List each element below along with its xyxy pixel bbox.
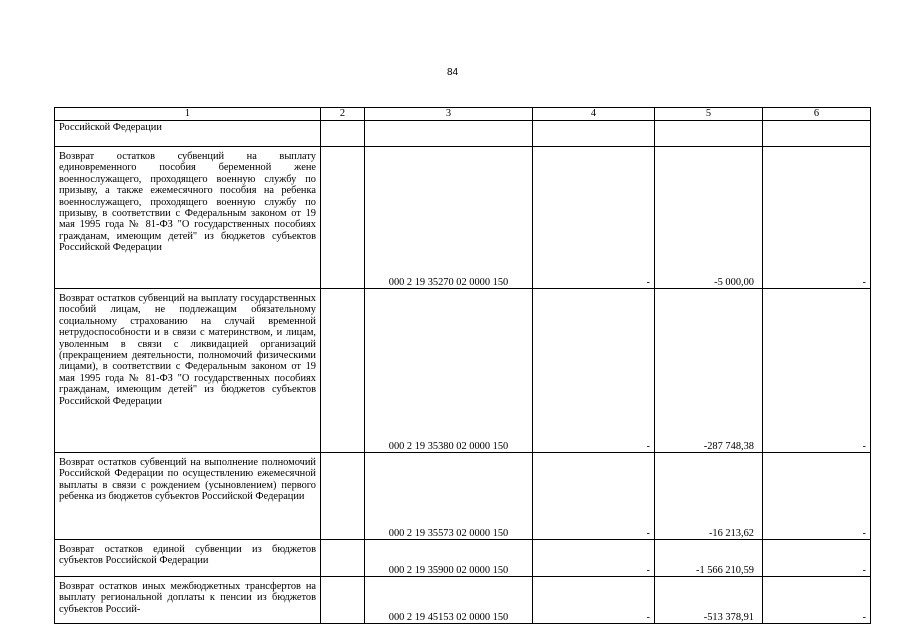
row-col4-cell	[533, 121, 655, 147]
row-amount-cell: -5 000,00	[655, 147, 763, 289]
row-col6-cell: -	[763, 540, 871, 577]
row-col2-cell	[321, 453, 365, 540]
row-description: Возврат остатков иных межбюджетных трансфертов на выплату региональной доплаты к пенсии из бюджетов субъектов Россий-	[55, 577, 321, 624]
row-col4-cell: -	[533, 453, 655, 540]
row-amount-cell	[655, 121, 763, 147]
row-col6-cell: -	[763, 147, 871, 289]
row-col6-cell: -	[763, 289, 871, 453]
column-header-4: 4	[533, 108, 655, 121]
row-amount-cell: -16 213,62	[655, 453, 763, 540]
row-description: Возврат остатков субвенций на выплату единовременного пособия беременной жене военнослужащего, проходящего военную службу по призыву, а также ежемесячного пособия на ребенка военнослужащего, проходящего военную службу по призыву, в соответствии с Федеральным законом от 19 мая 1995 года № 81-ФЗ "О государственных пособиях гражданам, имеющим детей" из бюджетов субъектов Российской Федерации	[55, 147, 321, 289]
row-col4-cell: -	[533, 540, 655, 577]
table-row	[55, 540, 871, 577]
row-col2-cell	[321, 289, 365, 453]
row-col6-cell	[763, 121, 871, 147]
row-code-cell	[365, 121, 533, 147]
row-amount-cell: -513 378,91	[655, 577, 763, 624]
row-amount-cell: -287 748,38	[655, 289, 763, 453]
row-description: Возврат остатков субвенций на выплату государственных пособий лицам, не подлежащим обязательному социальному страхованию на случай временной нетрудоспособности и в связи с материнством, и лицам, уволенным в связи с ликвидацией организаций (прекращением деятельности, полномочий физическими лицами), в соответствии с Федеральным законом от 19 мая 1995 года № 81-ФЗ "О государственных пособиях гражданам, имеющим детей" из бюджетов субъектов Российской Федерации	[55, 289, 321, 453]
row-col4-cell: -	[533, 577, 655, 624]
row-code-cell: 000 2 19 45153 02 0000 150	[365, 577, 533, 624]
budget-table	[54, 107, 871, 624]
table-row	[55, 121, 871, 147]
table-row	[55, 453, 871, 540]
row-col6-cell: -	[763, 577, 871, 624]
row-col2-cell	[321, 147, 365, 289]
table-row	[55, 577, 871, 624]
row-code-cell: 000 2 19 35380 02 0000 150	[365, 289, 533, 453]
table-header-row	[55, 108, 871, 121]
table-row	[55, 147, 871, 289]
row-col4-cell: -	[533, 147, 655, 289]
column-header-2: 2	[321, 108, 365, 121]
column-header-1: 1	[55, 108, 321, 121]
row-description: Российской Федерации	[55, 121, 321, 147]
row-description: Возврат остатков единой субвенции из бюджетов субъектов Российской Федерации	[55, 540, 321, 577]
row-code-cell: 000 2 19 35270 02 0000 150	[365, 147, 533, 289]
column-header-5: 5	[655, 108, 763, 121]
row-col2-cell	[321, 121, 365, 147]
table-row	[55, 289, 871, 453]
row-col6-cell: -	[763, 453, 871, 540]
row-col2-cell	[321, 577, 365, 624]
row-amount-cell: -1 566 210,59	[655, 540, 763, 577]
page-number: 84	[446, 67, 459, 78]
column-header-3: 3	[365, 108, 533, 121]
column-header-6: 6	[763, 108, 871, 121]
row-code-cell: 000 2 19 35573 02 0000 150	[365, 453, 533, 540]
row-description: Возврат остатков субвенций на выполнение полномочий Российской Федерации по осуществлению ежемесячной выплаты в связи с рождением (усыновлением) первого ребенка из бюджетов субъектов Российской Федерации	[55, 453, 321, 540]
row-col4-cell: -	[533, 289, 655, 453]
row-col2-cell	[321, 540, 365, 577]
row-code-cell: 000 2 19 35900 02 0000 150	[365, 540, 533, 577]
